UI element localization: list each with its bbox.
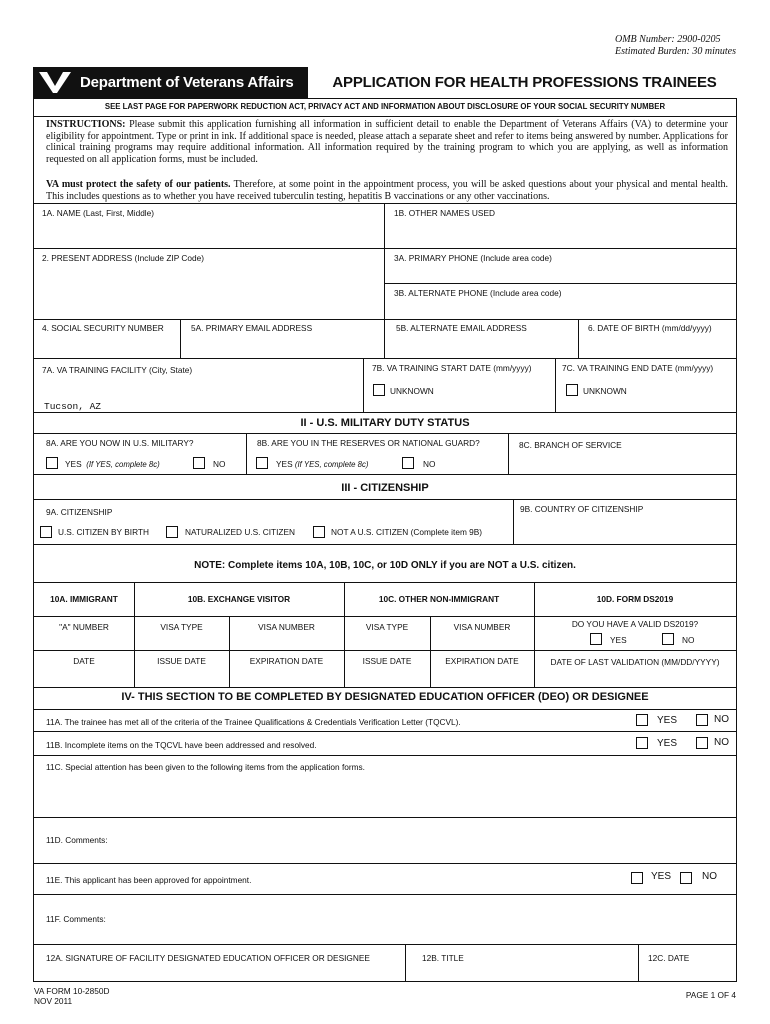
- field-3a-label: 3A. PRIMARY PHONE (Include area code): [394, 253, 552, 263]
- field-2-label: 2. PRESENT ADDRESS (Include ZIP Code): [42, 253, 205, 263]
- citizen-naturalized-checkbox[interactable]: [166, 526, 178, 538]
- 11b-yes-label: YES: [657, 738, 678, 749]
- field-7c-label: 7C. VA TRAINING END DATE (mm/yyyy): [562, 363, 714, 373]
- citizen-birth-checkbox[interactable]: [40, 526, 52, 538]
- field-8c-label: 8C. BRANCH OF SERVICE: [519, 440, 622, 450]
- section-military-title: II - U.S. MILITARY DUTY STATUS: [300, 417, 470, 429]
- field-11e-label: 11E. This applicant has been approved for appointment.: [46, 875, 252, 885]
- field-9b-label: 9B. COUNTRY OF CITIZENSHIP: [520, 504, 644, 514]
- instructions-text: [46, 119, 728, 165]
- ds2019-yes-checkbox[interactable]: [590, 633, 602, 645]
- header-10d: 10D. FORM DS2019: [596, 594, 674, 604]
- instructions-body: Please submit this application furnishing all information in sufficient detail to enable the Department of Veterans Affairs (VA) to determine your eligibility for appointment. Type or print in ink. If additional space is needed, please attach a separate sheet and refer to items being answered by number. Applications for clinical training programs may require additional information. All information required by the training program to which you are applying, as well as information requested on all application forms, must be included.: [46, 119, 729, 165]
- field-11b-label: 11B. Incomplete items on the TQCVL have been addressed and resolved.: [46, 740, 317, 750]
- ev-visa-number-label: VISA NUMBER: [258, 622, 315, 632]
- ev-expiration-date-label: EXPIRATION DATE: [249, 656, 324, 666]
- form-title: APPLICATION FOR HEALTH PROFESSIONS TRAINEES: [332, 74, 717, 91]
- ds2019-yes-label: YES: [610, 635, 627, 645]
- privacy-notice: SEE LAST PAGE FOR PAPERWORK REDUCTION ACT, PRIVACY ACT AND INFORMATION ABOUT DISCLOSURE OF YOUR SOCIAL SECURITY NUMBER: [104, 102, 666, 111]
- field-9a-label: 9A. CITIZENSHIP: [46, 507, 113, 517]
- form-frame: [33, 98, 737, 982]
- field-8b-label: 8B. ARE YOU IN THE RESERVES OR NATIONAL GUARD?: [257, 438, 480, 448]
- reserves-no-label: NO: [423, 459, 436, 469]
- 11e-no-label: NO: [702, 871, 717, 882]
- reserves-yes-label: YES (If YES, complete 8c): [276, 459, 369, 469]
- 11a-yes-checkbox[interactable]: [636, 714, 648, 726]
- field-7a-label: 7A. VA TRAINING FACILITY (City, State): [42, 365, 193, 375]
- header-10b: 10B. EXCHANGE VISITOR: [187, 594, 291, 604]
- citizen-not-checkbox[interactable]: [313, 526, 325, 538]
- unknown-start-checkbox[interactable]: [373, 384, 385, 396]
- 11a-yes-label: YES: [657, 715, 678, 726]
- ni-expiration-date-label: EXPIRATION DATE: [445, 656, 519, 666]
- va-logo-icon: [36, 69, 74, 96]
- header-10a: 10A. IMMIGRANT: [50, 594, 118, 604]
- 11e-no-checkbox[interactable]: [680, 872, 692, 884]
- header-10c: 10C. OTHER NON-IMMIGRANT: [378, 594, 500, 604]
- section-citizenship-title: III - CITIZENSHIP: [341, 482, 429, 494]
- field-7b-label: 7B. VA TRAINING START DATE (mm/yyyy): [372, 363, 532, 373]
- 11e-yes-checkbox[interactable]: [631, 872, 643, 884]
- 11b-no-label: NO: [714, 737, 729, 748]
- 11b-no-checkbox[interactable]: [696, 737, 708, 749]
- field-3b-label: 3B. ALTERNATE PHONE (Include area code): [394, 288, 562, 298]
- ds2019-no-label: NO: [682, 635, 695, 645]
- 11b-yes-checkbox[interactable]: [636, 737, 648, 749]
- citizen-naturalized-label: NATURALIZED U.S. CITIZEN: [185, 527, 296, 537]
- reserves-no-checkbox[interactable]: [402, 457, 414, 469]
- ev-visa-type-label: VISA TYPE: [160, 622, 203, 632]
- field-11c-label: 11C. Special attention has been given to the following items from the application forms.: [46, 762, 365, 772]
- citizen-birth-label: U.S. CITIZEN BY BIRTH: [58, 527, 149, 537]
- field-5b-label: 5B. ALTERNATE EMAIL ADDRESS: [396, 323, 527, 333]
- form-number: VA FORM 10-2850D: [34, 986, 110, 996]
- field-5a-label: 5A. PRIMARY EMAIL ADDRESS: [191, 323, 313, 333]
- ni-issue-date-label: ISSUE DATE: [362, 656, 412, 666]
- page-number: PAGE 1 OF 4: [685, 990, 736, 1000]
- citizenship-note: NOTE: Complete items 10A, 10B, 10C, or 10D ONLY if you are NOT a U.S. citizen.: [194, 560, 576, 571]
- unknown-end-checkbox[interactable]: [566, 384, 578, 396]
- military-no-checkbox[interactable]: [193, 457, 205, 469]
- field-8a-label: 8A. ARE YOU NOW IN U.S. MILITARY?: [46, 438, 194, 448]
- field-11f-label: 11F. Comments:: [46, 914, 106, 924]
- military-yes-label: YES (If YES, complete 8c): [65, 459, 160, 469]
- section-deo-title: IV- THIS SECTION TO BE COMPLETED BY DESIGNATED EDUCATION OFFICER (DEO) OR DESIGNEE: [121, 691, 649, 703]
- field-4-label: 4. SOCIAL SECURITY NUMBER: [42, 323, 164, 333]
- omb-info: [615, 34, 736, 58]
- omb-number: OMB Number: 2900-0205: [614, 34, 721, 45]
- omb-burden: Estimated Burden: 30 minutes: [614, 46, 736, 57]
- field-12b-label: 12B. TITLE: [422, 953, 464, 963]
- va-header-banner: [33, 67, 308, 98]
- 11e-yes-label: YES: [651, 871, 672, 882]
- form-date: NOV 2011: [34, 996, 73, 1006]
- field-12a-label: 12A. SIGNATURE OF FACILITY DESIGNATED EDUCATION OFFICER OR DESIGNEE: [46, 953, 370, 963]
- a-number-label: "A" NUMBER: [59, 622, 109, 632]
- field-1b-label: 1B. OTHER NAMES USED: [394, 208, 495, 218]
- instructions-lead: INSTRUCTIONS:: [46, 119, 126, 130]
- ni-visa-type-label: VISA TYPE: [365, 622, 409, 632]
- department-name: Department of Veterans Affairs: [80, 74, 294, 91]
- 11a-no-label: NO: [714, 714, 729, 725]
- reserves-yes-checkbox[interactable]: [256, 457, 268, 469]
- ev-issue-date-label: ISSUE DATE: [157, 656, 206, 666]
- citizen-not-label: NOT A U.S. CITIZEN (Complete item 9B): [331, 527, 483, 537]
- field-7a-value[interactable]: Tucson, AZ: [44, 401, 102, 412]
- ni-visa-number-label: VISA NUMBER: [453, 622, 511, 632]
- safety-body: Therefore, at some point in the appointment process, you will be asked questions about your physical and mental health. This includes questions as to whether you have received tuberculin testing, hepatitis B vaccinations or any other vaccinations.: [46, 179, 729, 202]
- immigrant-date-label: DATE: [73, 656, 95, 666]
- field-11d-label: 11D. Comments:: [46, 835, 108, 845]
- unknown-start-label: UNKNOWN: [390, 386, 434, 396]
- safety-lead: VA must protect the safety of our patients.: [46, 179, 231, 190]
- ds2019-question: DO YOU HAVE A VALID DS2019?: [571, 619, 699, 629]
- ds2019-no-checkbox[interactable]: [662, 633, 674, 645]
- military-yes-checkbox[interactable]: [46, 457, 58, 469]
- field-12c-label: 12C. DATE: [648, 953, 690, 963]
- last-validation-label: DATE OF LAST VALIDATION (MM/DD/YYYY): [550, 657, 720, 667]
- military-no-label: NO: [213, 459, 226, 469]
- field-6-label: 6. DATE OF BIRTH (mm/dd/yyyy): [588, 323, 712, 333]
- safety-text: [46, 179, 728, 202]
- field-1a-label: 1A. NAME (Last, First, Middle): [42, 208, 155, 218]
- field-11a-label: 11A. The trainee has met all of the criteria of the Trainee Qualifications & Credentials Verification Letter (TQCVL).: [46, 717, 461, 727]
- 11a-no-checkbox[interactable]: [696, 714, 708, 726]
- unknown-end-label: UNKNOWN: [583, 386, 627, 396]
